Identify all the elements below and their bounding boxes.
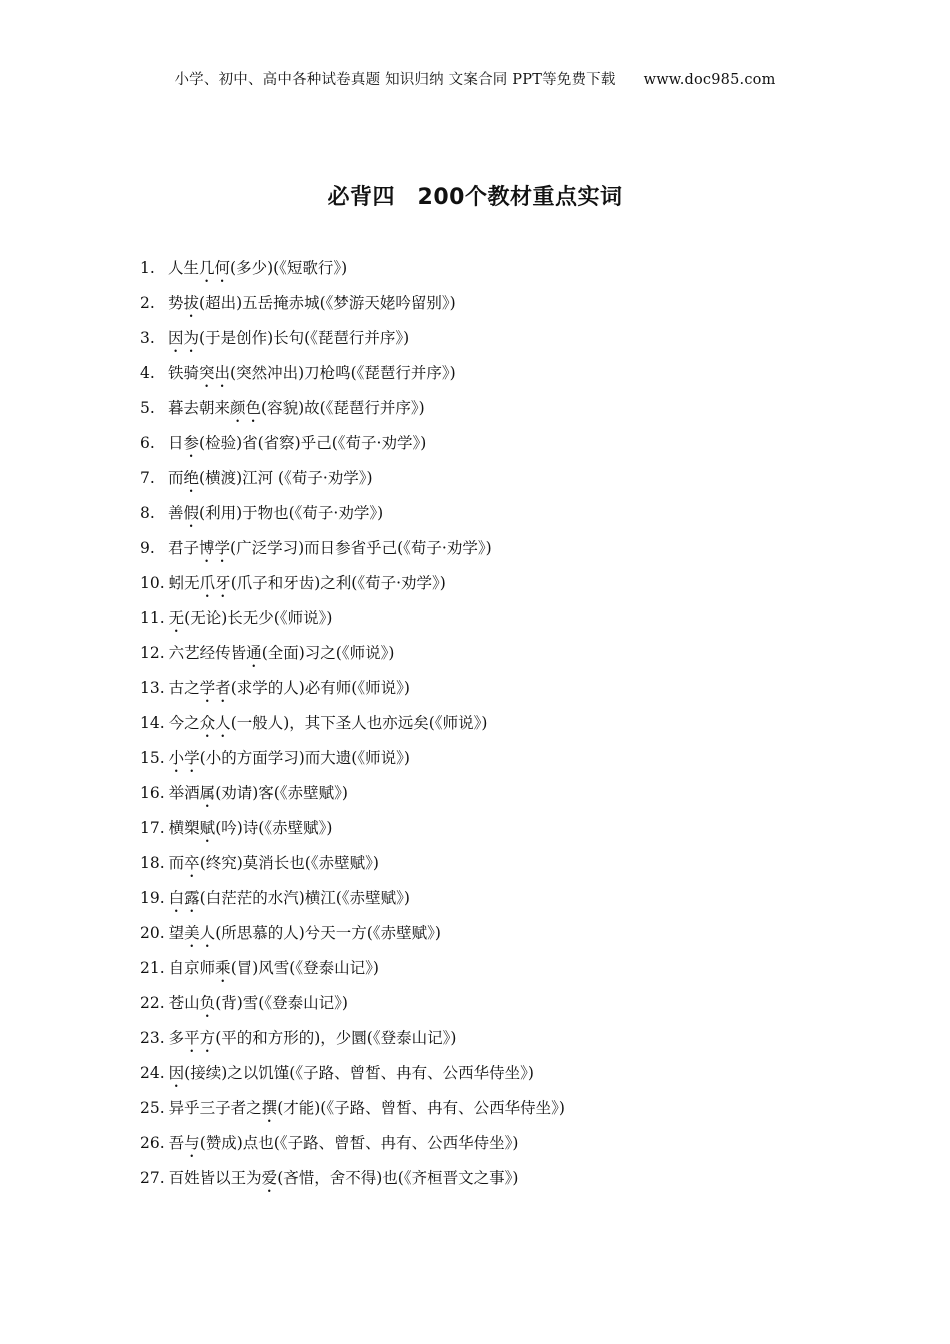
entry-number: 25.: [140, 1099, 165, 1117]
entry-text-after: (超出)五岳掩赤城(《梦游天姥吟留别》): [199, 294, 456, 312]
emphasized-word: 负: [199, 994, 216, 1012]
entry-text-after: (爪子和牙齿)之利(《荀子·劝学》): [230, 574, 446, 592]
entry-text-after: (才能)(《子路、曾皙、冉有、公西华侍坐》): [277, 1099, 565, 1117]
entry-number: 16.: [140, 784, 165, 802]
list-item: [140, 396, 920, 431]
list-item: [140, 291, 920, 326]
emphasized-word: 因: [168, 1064, 185, 1082]
list-item: [140, 676, 920, 711]
emphasized-word: 卒: [184, 854, 200, 872]
emphasized-word: 几何: [199, 259, 231, 277]
entry-text-after: (白茫茫的水汽)横江(《赤壁赋》): [199, 889, 410, 907]
entry-number: 9.: [140, 539, 155, 557]
list-item: [140, 851, 920, 886]
entry-text-before: 铁骑: [168, 364, 200, 382]
emphasized-word: 小学: [168, 749, 200, 767]
entry-text-after: (横渡)江河 (《荀子·劝学》): [199, 469, 373, 487]
list-item: [140, 361, 920, 396]
entry-text-after: (小的方面学习)而大遗(《师说》): [199, 749, 410, 767]
entry-number: 4.: [140, 364, 155, 382]
list-item: [140, 991, 920, 1026]
entry-text-after: (于是创作)长句(《琵琶行并序》): [199, 329, 410, 347]
entry-text-before: 蚓无: [168, 574, 200, 592]
emphasized-word: 众人: [199, 714, 231, 732]
header-site-url: www.doc985.com: [643, 72, 776, 88]
emphasized-word: 爱: [261, 1169, 278, 1187]
page-header: [0, 68, 950, 89]
entry-list: [140, 256, 920, 1201]
entry-text-after: (突然冲出)刀枪鸣(《琵琶行并序》): [230, 364, 456, 382]
entry-text-before: 势: [168, 294, 184, 312]
entry-text-after: (接续)之以饥馑(《子路、曾皙、冉有、公西华侍坐》): [184, 1064, 534, 1082]
list-item: [140, 711, 920, 746]
entry-number: 7.: [140, 469, 155, 487]
entry-text-before: 望: [168, 924, 185, 942]
entry-text-after: (劝请)客(《赤壁赋》): [215, 784, 348, 802]
entry-text-before: 君子: [168, 539, 200, 557]
list-item: [140, 816, 920, 851]
entry-text-after: (吝惜，舍不得)也(《齐桓晋文之事》): [277, 1169, 519, 1187]
emphasized-word: 与: [184, 1134, 200, 1152]
emphasized-word: 颜色: [230, 399, 262, 417]
emphasized-word: 白露: [168, 889, 200, 907]
entry-text-before: 横槊: [168, 819, 200, 837]
entry-text-after: (一般人)，其下圣人也亦远矣(《师说》): [230, 714, 488, 732]
list-item: [140, 606, 920, 641]
entry-text-after: (平的和方形的)，少圜(《登泰山记》): [215, 1029, 457, 1047]
list-item: [140, 781, 920, 816]
list-item: [140, 956, 920, 991]
list-item: [140, 326, 920, 361]
entry-text-before: 而: [168, 854, 185, 872]
emphasized-word: 参: [183, 434, 200, 452]
entry-number: 22.: [140, 994, 165, 1012]
entry-number: 23.: [140, 1029, 165, 1047]
list-item: [140, 536, 920, 571]
entry-text-before: 今之: [168, 714, 200, 732]
emphasized-word: 属: [199, 784, 216, 802]
entry-text-after: (全面)习之(《师说》): [261, 644, 395, 662]
entry-number: 1.: [140, 259, 155, 277]
entry-text-after: (终究)莫消长也(《赤壁赋》): [199, 854, 379, 872]
entry-number: 10.: [140, 574, 165, 592]
emphasized-word: 突出: [199, 364, 231, 382]
entry-text-after: (利用)于物也(《荀子·劝学》): [199, 504, 384, 522]
emphasized-word: 平方: [184, 1029, 216, 1047]
entry-text-after: (赞成)点也(《子路、曾皙、冉有、公西华侍坐》): [199, 1134, 519, 1152]
entry-text-before: 异乎三子者之: [168, 1099, 262, 1117]
entry-text-before: 暮去朝来: [168, 399, 231, 417]
entry-number: 8.: [140, 504, 155, 522]
entry-number: 17.: [140, 819, 165, 837]
entry-number: 6.: [140, 434, 155, 452]
entry-text-before: 吾: [168, 1134, 185, 1152]
entry-text-after: (检验)省(省察)乎己(《荀子·劝学》): [199, 434, 427, 452]
emphasized-word: 学者: [199, 679, 231, 697]
emphasized-word: 绝: [183, 469, 200, 487]
entry-text-after: (冒)风雪(《登泰山记》): [230, 959, 379, 977]
entry-text-after: (吟)诗(《赤壁赋》): [215, 819, 333, 837]
entry-number: 11.: [140, 609, 165, 627]
entry-number: 15.: [140, 749, 165, 767]
entry-text-before: 自京师: [168, 959, 216, 977]
entry-text-before: 多: [168, 1029, 185, 1047]
entry-text-before: 六艺经传皆: [168, 644, 247, 662]
entry-text-before: 而: [168, 469, 184, 487]
entry-text-after: (多少)(《短歌行》): [230, 259, 348, 277]
emphasized-word: 无: [168, 609, 185, 627]
list-item: [140, 1096, 920, 1131]
entry-number: 26.: [140, 1134, 165, 1152]
entry-text-before: 举酒: [168, 784, 200, 802]
list-item: [140, 256, 920, 291]
entry-text-after: (所思慕的人)兮天一方(《赤壁赋》): [215, 924, 441, 942]
document-title: 必背四 200个教材重点实词: [327, 185, 623, 210]
emphasized-word: 假: [183, 504, 200, 522]
entry-text-after: (容貌)故(《琵琶行并序》): [261, 399, 425, 417]
emphasized-word: 赋: [199, 819, 216, 837]
entry-text-before: 古之: [168, 679, 200, 697]
list-item: [140, 1061, 920, 1096]
emphasized-word: 乘: [215, 959, 231, 977]
list-item: [140, 746, 920, 781]
entry-number: 27.: [140, 1169, 165, 1187]
list-item: [140, 1131, 920, 1166]
list-item: [140, 1026, 920, 1061]
list-item: [140, 466, 920, 501]
emphasized-word: 美人: [184, 924, 216, 942]
list-item: [140, 501, 920, 536]
emphasized-word: 拔: [183, 294, 200, 312]
entry-text-before: 苍山: [168, 994, 200, 1012]
list-item: [140, 1166, 920, 1201]
entry-text-before: 善: [168, 504, 184, 522]
emphasized-word: 博学: [199, 539, 231, 557]
entry-number: 20.: [140, 924, 165, 942]
list-item: [140, 431, 920, 466]
header-tagline: 小学、初中、高中各种试卷真题 知识归纳 文案合同 PPT等免费下载: [174, 72, 616, 88]
emphasized-word: 爪牙: [199, 574, 231, 592]
entry-number: 14.: [140, 714, 165, 732]
entry-text-before: 百姓皆以王为: [168, 1169, 262, 1187]
emphasized-word: 撰: [261, 1099, 278, 1117]
entry-text-after: (广泛学习)而日参省乎己(《荀子·劝学》): [230, 539, 492, 557]
entry-number: 18.: [140, 854, 165, 872]
entry-text-before: 人生: [168, 259, 200, 277]
entry-text-before: 日: [168, 434, 184, 452]
entry-number: 3.: [140, 329, 155, 347]
entry-number: 12.: [140, 644, 165, 662]
entry-text-after: (无论)长无少(《师说》): [184, 609, 333, 627]
entry-text-after: (背)雪(《登泰山记》): [215, 994, 348, 1012]
list-item: [140, 921, 920, 956]
entry-number: 21.: [140, 959, 165, 977]
entry-number: 2.: [140, 294, 155, 312]
list-item: [140, 641, 920, 676]
entry-number: 24.: [140, 1064, 165, 1082]
entry-number: 13.: [140, 679, 165, 697]
entry-text-after: (求学的人)必有师(《师说》): [230, 679, 410, 697]
emphasized-word: 因为: [168, 329, 200, 347]
entry-number: 5.: [140, 399, 155, 417]
entry-number: 19.: [140, 889, 165, 907]
list-item: [140, 886, 920, 921]
list-item: [140, 571, 920, 606]
emphasized-word: 通: [246, 644, 262, 662]
